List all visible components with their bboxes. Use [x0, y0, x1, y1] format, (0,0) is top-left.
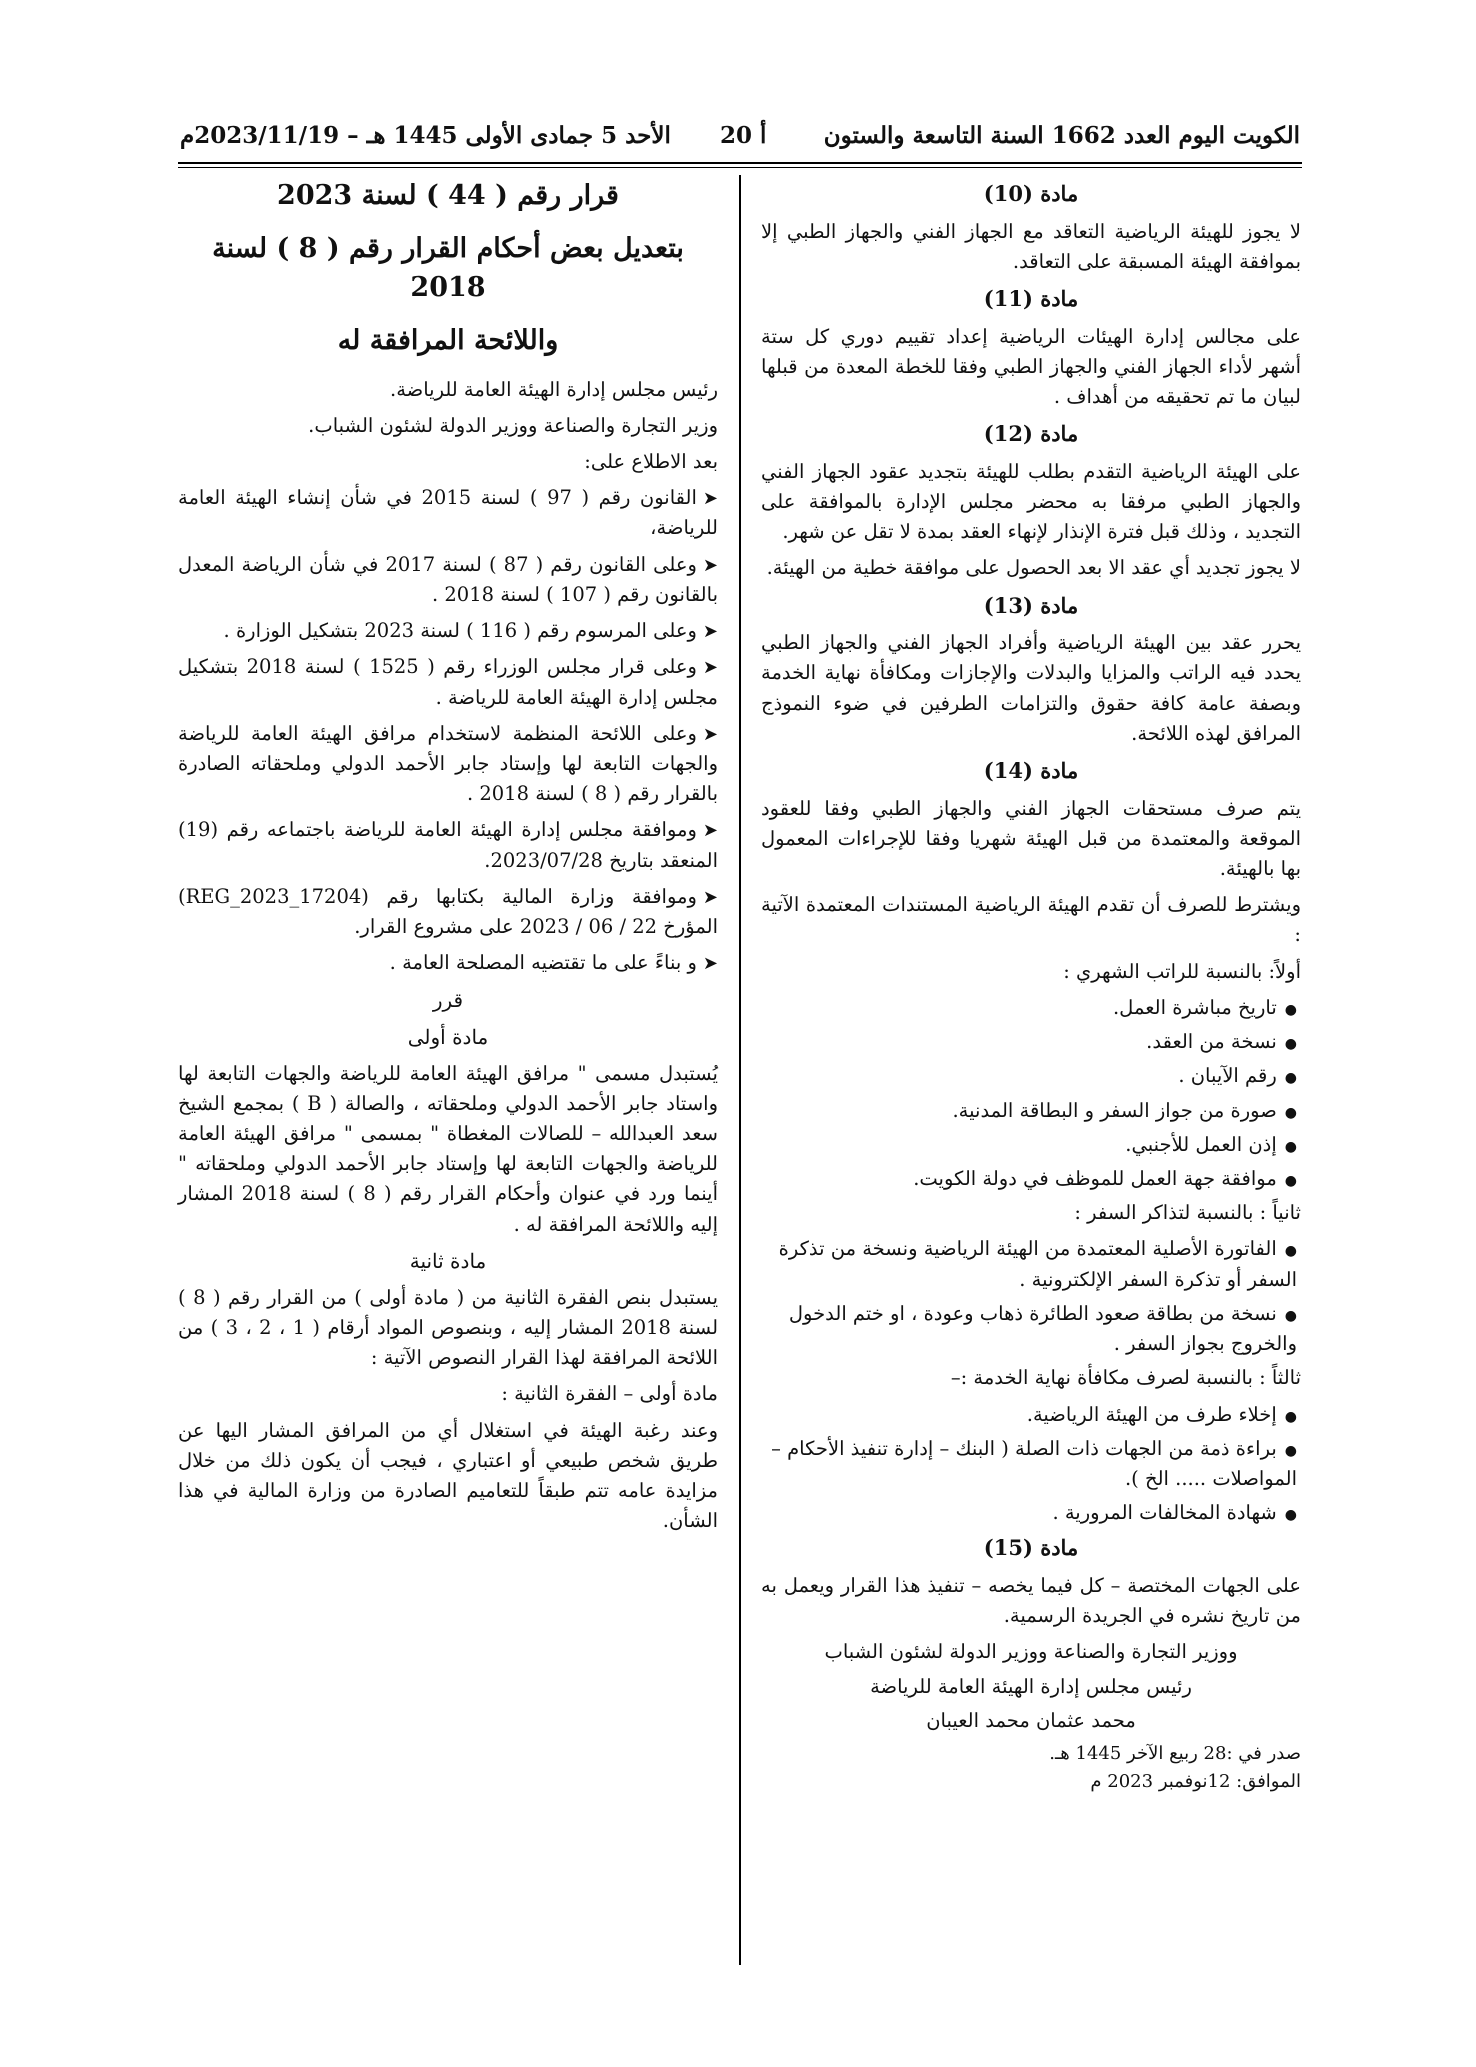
paragraph: لا يجوز للهيئة الرياضية التعاقد مع الجهاز الفني والجهاز الطبي إلا بموافقة الهيئة المسبقة على التعاقد.	[761, 219, 1301, 273]
bullet-item: ● إخلاء طرف من الهيئة الرياضية.	[761, 1400, 1301, 1430]
paragraph: على الجهات المختصة – كل فيما يخصه – تنفيذ هذا القرار ويعمل به من تاريخ نشره في الجريدة الرسمية.	[761, 1573, 1301, 1628]
bullet-item: ● نسخة من بطاقة صعود الطائرة ذهاب وعودة ، او ختم الدخول والخروج بجواز السفر .	[761, 1299, 1301, 1359]
article-heading: مادة أولى	[407, 1024, 489, 1049]
issue-date: صدر في :28 ربيع الآخر 1445 هـ.	[1049, 1743, 1301, 1765]
paragraph: مادة أولى – الفقرة الثانية :	[501, 1382, 718, 1406]
bullet-item: ● صورة من جواز السفر و البطاقة المدنية.	[761, 1096, 1301, 1126]
bullet-item: ● تاريخ مباشرة العمل.	[761, 993, 1301, 1023]
article-heading: مادة (12)	[983, 421, 1079, 447]
citation-item: ➤ القانون رقم ( 97 ) لسنة 2015 في شأن إنشاء الهيئة العامة للرياضة،	[178, 483, 718, 543]
signature-line: رئيس مجلس إدارة الهيئة العامة للرياضة	[870, 1674, 1192, 1698]
issue-date: الموافق: 12نوفمبر 2023 م	[1090, 1770, 1301, 1792]
left-column	[178, 176, 718, 1543]
paragraph: ثالثاً : بالنسبة لصرف مكافأة نهاية الخدمة :–	[950, 1366, 1301, 1390]
paragraph: بعد الاطلاع على:	[584, 450, 718, 473]
article-heading: مادة (13)	[983, 592, 1079, 618]
paragraph: لا يجوز تجديد أي عقد الا بعد الحصول على موافقة خطية من الهيئة.	[766, 556, 1301, 580]
article-heading: مادة (11)	[983, 285, 1079, 311]
citation-item: ➤ وعلى اللائحة المنظمة لاستخدام مرافق الهيئة العامة للرياضة والجهات التابعة لها وإستاد جابر الأحمد الدولي وملحقاته الصادرة بالقرار رقم ( 8 ) لسنة 2018 .	[178, 719, 718, 810]
paragraph: وعند رغبة الهيئة في استغلال أي من المرافق المشار اليها عن طريق شخص طبيعي أو اعتباري ، فيجب أن يكون ذلك من خلال مزايدة عامه تتم طبقاً للتعاميم الصادرة من وزارة المالية في هذا الشأن.	[178, 1418, 718, 1533]
paragraph: يحرر عقد بين الهيئة الرياضية وأفراد الجهاز الفني والجهاز الطبي يحدد فيه الراتب والمزايا والبدلات والإجازات ومكافأة نهاية الخدمة وبصفة عامة كافة حقوق والتزامات الطرفين في ضوء النموذج المرافق لهذه اللائحة.	[761, 631, 1301, 745]
citation-item: ➤ وعلى المرسوم رقم ( 116 ) لسنة 2023 بتشكيل الوزارة .	[178, 616, 718, 646]
citation-item: ➤ وعلى قرار مجلس الوزراء رقم ( 1525 ) لسنة 2018 بتشكيل مجلس إدارة الهيئة العامة للرياضة .	[178, 652, 718, 712]
paragraph: ويشترط للصرف أن تقدم الهيئة الرياضية المستندات المعتمدة الآتية :	[761, 893, 1301, 947]
paragraph: يُستبدل مسمى " مرافق الهيئة العامة للرياضة والجهات التابعة لها واستاد جابر الأحمد الدولي وملحقاته ، والصالة ( B ) بمجمع الشيخ سعد العبدالله – للصالات المغطاة " بمسمى " مرافق الهيئة العامة للرياضة والجهات التابعة لها وإستاد جابر الأحمد الدولي وملحقاته " أينما ورد في عنوان وأحكام القرار رقم ( 8 ) لسنة 2018 المشار إليه واللائحة المرافقة له .	[178, 1061, 718, 1236]
bullet-item: ● رقم الآيبان .	[761, 1061, 1301, 1091]
page-header	[180, 118, 1300, 158]
header-rule	[178, 162, 1302, 168]
header-date: الأحد 5 جمادى الأولى 1445 هـ – 2023/11/19م	[180, 122, 671, 149]
column-divider	[739, 175, 741, 1965]
bullet-item: ● الفاتورة الأصلية المعتمدة من الهيئة الرياضية ونسخة من تذكرة السفر أو تذكرة السفر الإلكترونية .	[761, 1234, 1301, 1294]
signature-line: محمد عثمان محمد العيبان	[926, 1708, 1136, 1732]
article-heading: مادة ثانية	[409, 1248, 487, 1273]
header-issue: الكويت اليوم العدد 1662 السنة التاسعة والستون	[823, 122, 1300, 149]
decree-title: قرار رقم ( 44 ) لسنة 2023	[277, 180, 619, 211]
bullet-item: ● موافقة جهة العمل للموظف في دولة الكويت.	[761, 1164, 1301, 1194]
citation-item: ➤ وموافقة وزارة المالية بكتابها رقم (REG_2023_17204) المؤرخ 22 / 06 / 2023 على مشروع القرار.	[178, 882, 718, 942]
article-heading: قرر	[432, 987, 464, 1012]
paragraph: يستبدل بنص الفقرة الثانية من ( مادة أولى ) من القرار رقم ( 8 ) لسنة 2018 المشار إليه ، وبنصوص المواد أرقام ( 1 ، 2 ، 3 ) من اللائحة المرافقة لهذا القرار النصوص الآتية :	[178, 1285, 719, 1370]
paragraph: رئيس مجلس إدارة الهيئة العامة للرياضة.	[390, 377, 718, 401]
citation-item: ➤ وموافقة مجلس إدارة الهيئة العامة للرياضة باجتماعه رقم (19) المنعقد بتاريخ 2023/07/28.	[178, 815, 718, 875]
article-heading: مادة (10)	[983, 181, 1079, 206]
citation-item: ➤ و بناءً على ما تقتضيه المصلحة العامة .	[178, 948, 718, 978]
signature-line: ووزير التجارة والصناعة ووزير الدولة لشئون الشباب	[824, 1640, 1238, 1664]
paragraph: على مجالس إدارة الهيئات الرياضية إعداد تقييم دوري كل ستة أشهر لأداء الجهاز الفني والجهاز الطبي وفقا للخطة المعدة من قبلها لبيان ما تم تحقيقه من أهداف .	[761, 324, 1301, 408]
paragraph: على الهيئة الرياضية التقدم بطلب للهيئة بتجديد عقود الجهاز الفني والجهاز الطبي مرفقا به محضر مجلس الإدارة بالموافقة على التجديد ، وذلك قبل فترة الإنذار لإنهاء العقد بمدة لا تقل عن شهر.	[761, 459, 1301, 544]
bullet-item: ● إذن العمل للأجنبي.	[761, 1130, 1301, 1160]
paragraph: ثانياً : بالنسبة لتذاكر السفر :	[1074, 1201, 1301, 1225]
bullet-item: ● براءة ذمة من الجهات ذات الصلة ( البنك – إدارة تنفيذ الأحكام – المواصلات ..... الخ ).	[761, 1434, 1301, 1494]
decree-title: بتعديل بعض أحكام القرار رقم ( 8 ) لسنة 2018	[212, 233, 684, 304]
paragraph: وزير التجارة والصناعة ووزير الدولة لشئون الشباب.	[308, 413, 718, 437]
right-column	[761, 176, 1301, 1796]
paragraph: يتم صرف مستحقات الجهاز الفني والجهاز الطبي وفقا للعقود الموقعة والمعتمدة من قبل الهيئة شهريا وفقا للإجراءات المعمول بها بالهيئة.	[761, 796, 1301, 881]
citation-item: ➤ وعلى القانون رقم ( 87 ) لسنة 2017 في شأن الرياضة المعدل بالقانون رقم ( 107 ) لسنة 2018 .	[178, 550, 718, 610]
decree-title: واللائحة المرافقة له	[337, 325, 559, 357]
article-heading: مادة (15)	[983, 1535, 1079, 1561]
bullet-item: ● نسخة من العقد.	[761, 1027, 1301, 1057]
article-heading: مادة (14)	[983, 758, 1079, 784]
paragraph: أولاً: بالنسبة للراتب الشهري :	[1063, 959, 1301, 983]
bullet-item: ● شهادة المخالفات المرورية .	[761, 1498, 1301, 1528]
header-page-number: أ 20	[720, 122, 767, 149]
